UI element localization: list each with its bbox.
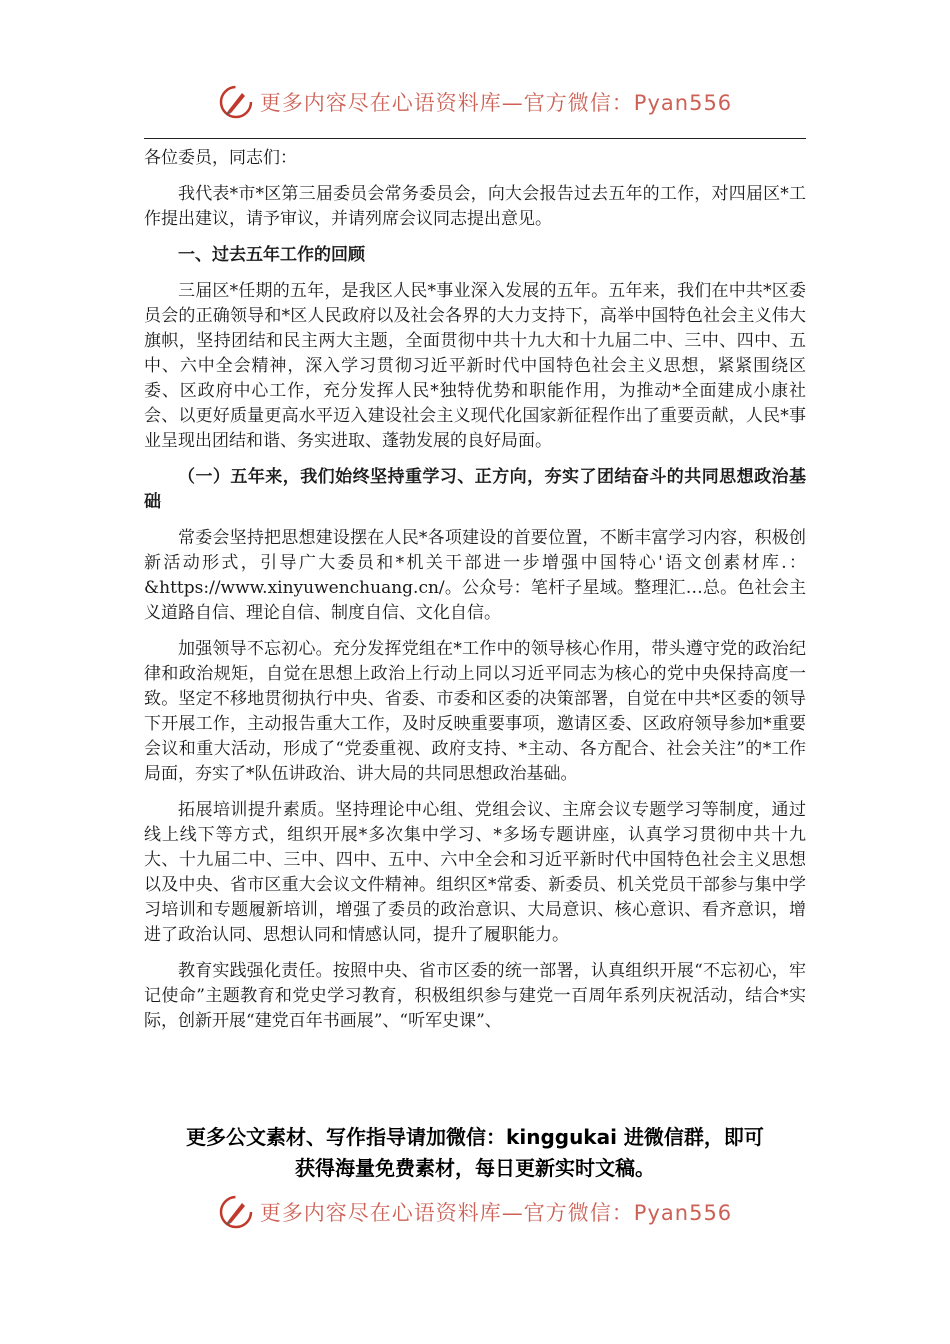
- header-banner-inner: [218, 84, 732, 120]
- footer-banner-inner: [218, 1194, 732, 1230]
- study-paragraph: 常委会坚持把思想建设摆在人民*各项建设的首要位置，不断丰富学习内容，积极创新活动形式，引导广大委员和*机关干部进一步增强中国特心'语文创素材库.：&https://www.xinyuwenchuang.cn/。公众号：笔杆子星域。整理汇…总。色社会主义道路自信、理论自信、制度自信、文化自信。: [144, 528, 806, 623]
- practice-paragraph: 教育实践强化责任。按照中央、省市区委的统一部署，认真组织开展“不忘初心，牢记使命”主题教育和党史学习教育，积极组织参与建党一百周年系列庆祝活动，结合*实际，创新开展“建党百年书画展”、“听军史课”、: [144, 961, 806, 1031]
- pen-logo-icon: [218, 1194, 254, 1230]
- promo-notice: [110, 1122, 840, 1184]
- intro-paragraph: 我代表*市*区第三届委员会常务委员会，向大会报告过去五年的工作，对四届区*工作提出建议，请予审议，并请列席会议同志提出意见。: [144, 184, 806, 229]
- subheading-study: （一）五年来，我们始终坚持重学习、正方向，夯实了团结奋斗的共同思想政治基础: [144, 467, 806, 512]
- header-banner-text: 更多内容尽在心语资料库—官方微信：Pyan556: [259, 91, 733, 115]
- header-divider: [144, 138, 806, 139]
- footer-banner: [0, 1188, 950, 1236]
- section-heading-review: 一、过去五年工作的回顾: [178, 245, 365, 265]
- promo-line-2: 获得海量免费素材，每日更新实时文稿。: [295, 1156, 655, 1180]
- leadership-paragraph: 加强领导不忘初心。充分发挥党组在*工作中的领导核心作用，带头遵守党的政治纪律和政治规矩，自觉在思想上政治上行动上同以习近平同志为核心的党中央保持高度一致。坚定不移地贯彻执行中央、省委、市委和区委的决策部署，自觉在中共*区委的领导下开展工作，主动报告重大工作，及时反映重要事项，邀请区委、区政府领导参加*重要会议和重大活动，形成了“党委重视、政府支持、*主动、各方配合、社会关注”的*工作局面，夯实了*队伍讲政治、讲大局的共同思想政治基础。: [144, 639, 806, 784]
- training-paragraph: 拓展培训提升素质。坚持理论中心组、党组会议、主席会议专题学习等制度，通过线上线下等方式，组织开展*多次集中学习、*多场专题讲座，认真学习贯彻中共十九大、十九届二中、三中、四中、五中、六中全会和习近平新时代中国特色社会主义思想以及中央、省市区重大会议文件精神。组织区*常委、新委员、机关党员干部参与集中学习培训和专题履新培训，增强了委员的政治意识、大局意识、核心意识、看齐意识，增进了政治认同、思想认同和情感认同，提升了履职能力。: [144, 800, 806, 945]
- promo-line-1: 更多公文素材、写作指导请加微信：kinggukai 进微信群，即可: [186, 1125, 764, 1149]
- footer-banner-text: 更多内容尽在心语资料库—官方微信：Pyan556: [259, 1201, 733, 1225]
- salutation: 各位委员，同志们：: [144, 148, 297, 168]
- review-paragraph: 三届区*任期的五年，是我区人民*事业深入发展的五年。五年来，我们在中共*区委员会的正确领导和*区人民政府以及社会各界的大力支持下，高举中国特色社会主义伟大旗帜，坚持团结和民主两大主题，全面贯彻中共十九大和十九届二中、三中、四中、五中、六中全会精神，深入学习贯彻习近平新时代中国特色社会主义思想，紧紧围绕区委、区政府中心工作，充分发挥人民*独特优势和职能作用，为推动*全面建成小康社会、以更好质量更高水平迈入建设社会主义现代化国家新征程作出了重要贡献，人民*事业呈现出团结和谐、务实进取、蓬勃发展的良好局面。: [144, 281, 806, 451]
- document-body: [144, 146, 806, 1045]
- header-banner: [0, 78, 950, 126]
- pen-logo-icon: [218, 84, 254, 120]
